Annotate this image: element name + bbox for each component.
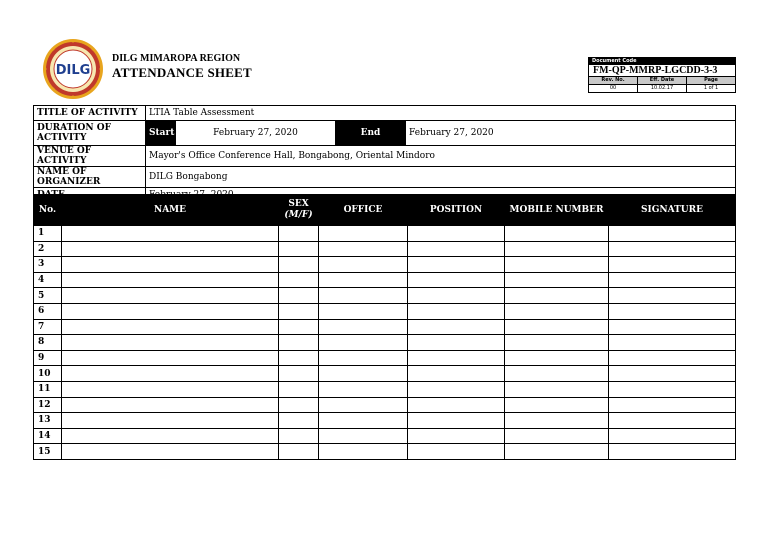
- document-code-label: Document Code: [588, 57, 736, 65]
- sex-cell[interactable]: [279, 319, 319, 335]
- row-number: 4: [34, 272, 62, 288]
- name-cell[interactable]: [62, 444, 279, 460]
- row-number: 15: [34, 444, 62, 460]
- sex-cell[interactable]: [279, 241, 319, 257]
- table-row: [34, 335, 736, 351]
- signature-cell[interactable]: [609, 413, 736, 429]
- row-number: 6: [34, 303, 62, 319]
- office-cell[interactable]: [319, 335, 408, 351]
- office-cell[interactable]: [319, 397, 408, 413]
- name-cell[interactable]: [62, 335, 279, 351]
- organizer-label: NAME OF ORGANIZER: [34, 167, 146, 188]
- signature-cell[interactable]: [609, 444, 736, 460]
- sex-cell[interactable]: [279, 428, 319, 444]
- signature-cell[interactable]: [609, 257, 736, 273]
- rev-no-value: 00: [589, 85, 638, 92]
- name-cell[interactable]: [62, 319, 279, 335]
- venue-value: Mayor's Office Conference Hall, Bongabong, Oriental Mindoro: [146, 146, 736, 167]
- sex-cell[interactable]: [279, 288, 319, 304]
- name-cell[interactable]: [62, 241, 279, 257]
- position-cell[interactable]: [408, 272, 505, 288]
- venue-row: [34, 146, 736, 167]
- office-cell[interactable]: [319, 241, 408, 257]
- eff-date-label: Eff. Date: [638, 77, 687, 84]
- table-row: [34, 428, 736, 444]
- table-row: [34, 350, 736, 366]
- col-sex-sub: (M/F): [284, 210, 313, 220]
- name-cell[interactable]: [62, 226, 279, 242]
- office-cell[interactable]: [319, 413, 408, 429]
- position-cell[interactable]: [408, 413, 505, 429]
- name-cell[interactable]: [62, 288, 279, 304]
- venue-label: VENUE OF ACTIVITY: [34, 146, 146, 167]
- position-cell[interactable]: [408, 366, 505, 382]
- table-row: [34, 381, 736, 397]
- mobile-cell[interactable]: [505, 226, 609, 242]
- position-cell[interactable]: [408, 350, 505, 366]
- page-title: ATTENDANCE SHEET: [112, 65, 252, 80]
- dilg-logo: [42, 38, 104, 100]
- table-row: [34, 397, 736, 413]
- attendance-table: [33, 194, 736, 460]
- mobile-cell[interactable]: [505, 272, 609, 288]
- office-cell[interactable]: [319, 288, 408, 304]
- activity-info-table: [33, 105, 736, 203]
- row-number: 7: [34, 319, 62, 335]
- organizer-row: [34, 167, 736, 188]
- table-row: [34, 444, 736, 460]
- signature-cell[interactable]: [609, 226, 736, 242]
- start-label: Start: [146, 121, 176, 146]
- sex-cell[interactable]: [279, 397, 319, 413]
- position-cell[interactable]: [408, 303, 505, 319]
- office-cell[interactable]: [319, 272, 408, 288]
- mobile-cell[interactable]: [505, 413, 609, 429]
- sex-cell[interactable]: [279, 226, 319, 242]
- eff-date-value: 10.02.17: [638, 85, 687, 92]
- name-cell[interactable]: [62, 303, 279, 319]
- signature-cell[interactable]: [609, 288, 736, 304]
- sex-cell[interactable]: [279, 350, 319, 366]
- mobile-cell[interactable]: [505, 428, 609, 444]
- col-name: NAME: [62, 195, 279, 226]
- row-number: 8: [34, 335, 62, 351]
- duration-row: [34, 121, 736, 146]
- end-label: End: [336, 121, 406, 146]
- signature-cell[interactable]: [609, 381, 736, 397]
- signature-cell[interactable]: [609, 335, 736, 351]
- svg-text:DILG: DILG: [55, 63, 91, 78]
- signature-cell[interactable]: [609, 241, 736, 257]
- office-cell[interactable]: [319, 257, 408, 273]
- mobile-cell[interactable]: [505, 257, 609, 273]
- col-mobile: MOBILE NUMBER: [505, 195, 609, 226]
- rev-no-label: Rev. No.: [589, 77, 638, 84]
- mobile-cell[interactable]: [505, 444, 609, 460]
- table-row: [34, 241, 736, 257]
- row-number: 10: [34, 366, 62, 382]
- table-row: [34, 319, 736, 335]
- signature-cell[interactable]: [609, 303, 736, 319]
- position-cell[interactable]: [408, 226, 505, 242]
- position-cell[interactable]: [408, 397, 505, 413]
- row-number: 12: [34, 397, 62, 413]
- name-cell[interactable]: [62, 272, 279, 288]
- position-cell[interactable]: [408, 288, 505, 304]
- row-number: 9: [34, 350, 62, 366]
- org-name: DILG MIMAROPA REGION: [112, 53, 241, 64]
- organizer-value: DILG Bongabong: [146, 167, 736, 188]
- name-cell[interactable]: [62, 413, 279, 429]
- document-code-value: FM-QP-MMRP-LGCDD-3-3: [588, 65, 736, 77]
- signature-cell[interactable]: [609, 319, 736, 335]
- sex-cell[interactable]: [279, 366, 319, 382]
- row-number: 11: [34, 381, 62, 397]
- row-number: 14: [34, 428, 62, 444]
- col-sex-label: SEX: [288, 199, 309, 209]
- position-cell[interactable]: [408, 381, 505, 397]
- office-cell[interactable]: [319, 381, 408, 397]
- start-value: February 27, 2020: [176, 121, 336, 146]
- name-cell[interactable]: [62, 381, 279, 397]
- table-row: [34, 366, 736, 382]
- office-cell[interactable]: [319, 303, 408, 319]
- position-cell[interactable]: [408, 444, 505, 460]
- signature-cell[interactable]: [609, 366, 736, 382]
- row-number: 13: [34, 413, 62, 429]
- mobile-cell[interactable]: [505, 241, 609, 257]
- office-cell[interactable]: [319, 444, 408, 460]
- table-row: [34, 272, 736, 288]
- signature-cell[interactable]: [609, 272, 736, 288]
- name-cell[interactable]: [62, 397, 279, 413]
- duration-label: DURATION OF ACTIVITY: [34, 121, 146, 146]
- document-meta-values: [588, 85, 736, 93]
- attendance-body: [34, 226, 736, 460]
- mobile-cell[interactable]: [505, 366, 609, 382]
- mobile-cell[interactable]: [505, 303, 609, 319]
- title-label: TITLE OF ACTIVITY: [34, 106, 146, 121]
- end-value: February 27, 2020: [406, 121, 736, 146]
- sex-cell[interactable]: [279, 444, 319, 460]
- document-code-box: [588, 57, 736, 93]
- mobile-cell[interactable]: [505, 397, 609, 413]
- sex-cell[interactable]: [279, 257, 319, 273]
- name-cell[interactable]: [62, 350, 279, 366]
- mobile-cell[interactable]: [505, 335, 609, 351]
- position-cell[interactable]: [408, 335, 505, 351]
- document-meta-labels: [588, 77, 736, 85]
- name-cell[interactable]: [62, 366, 279, 382]
- table-row: [34, 226, 736, 242]
- sex-cell[interactable]: [279, 272, 319, 288]
- signature-cell[interactable]: [609, 428, 736, 444]
- col-position: POSITION: [408, 195, 505, 226]
- position-cell[interactable]: [408, 319, 505, 335]
- col-office: OFFICE: [319, 195, 408, 226]
- mobile-cell[interactable]: [505, 350, 609, 366]
- sex-cell[interactable]: [279, 381, 319, 397]
- name-cell[interactable]: [62, 428, 279, 444]
- office-cell[interactable]: [319, 319, 408, 335]
- office-cell[interactable]: [319, 226, 408, 242]
- title-value: LTIA Table Assessment: [146, 106, 736, 121]
- sex-cell[interactable]: [279, 413, 319, 429]
- row-number: 5: [34, 288, 62, 304]
- table-row: [34, 288, 736, 304]
- table-row: [34, 303, 736, 319]
- sex-cell[interactable]: [279, 335, 319, 351]
- row-number: 3: [34, 257, 62, 273]
- table-row: [34, 257, 736, 273]
- position-cell[interactable]: [408, 428, 505, 444]
- header-row: [34, 195, 736, 226]
- title-row: [34, 106, 736, 121]
- signature-cell[interactable]: [609, 397, 736, 413]
- mobile-cell[interactable]: [505, 319, 609, 335]
- mobile-cell[interactable]: [505, 288, 609, 304]
- sex-cell[interactable]: [279, 303, 319, 319]
- table-row: [34, 413, 736, 429]
- col-no: No.: [34, 195, 62, 226]
- name-cell[interactable]: [62, 257, 279, 273]
- office-cell[interactable]: [319, 350, 408, 366]
- page-label: Page: [687, 77, 735, 84]
- row-number: 1: [34, 226, 62, 242]
- office-cell[interactable]: [319, 428, 408, 444]
- mobile-cell[interactable]: [505, 381, 609, 397]
- col-signature: SIGNATURE: [609, 195, 736, 226]
- col-sex: [279, 195, 319, 226]
- position-cell[interactable]: [408, 241, 505, 257]
- row-number: 2: [34, 241, 62, 257]
- position-cell[interactable]: [408, 257, 505, 273]
- page-value: 1 of 1: [703, 85, 719, 91]
- signature-cell[interactable]: [609, 350, 736, 366]
- office-cell[interactable]: [319, 366, 408, 382]
